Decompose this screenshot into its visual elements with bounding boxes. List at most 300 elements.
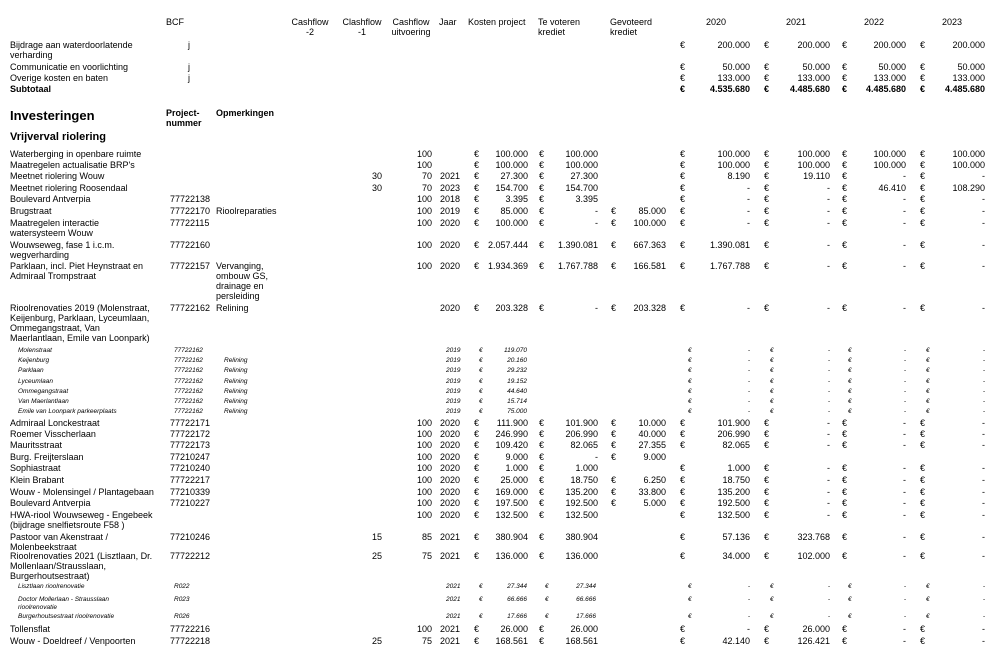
- euro-sign: €: [474, 261, 480, 271]
- euro-sign: €: [920, 510, 926, 520]
- value-2020: -: [747, 183, 750, 193]
- year: 2020: [440, 418, 461, 428]
- value-2020: -: [747, 583, 750, 590]
- euro-sign: €: [848, 408, 852, 415]
- value-2023: 200.000: [952, 40, 985, 50]
- project-number: R022: [174, 583, 190, 590]
- remark: Relining: [224, 408, 248, 415]
- euro-sign: €: [920, 194, 926, 204]
- euro-sign: €: [764, 487, 770, 497]
- value-2022: -: [903, 475, 906, 485]
- euro-sign: €: [770, 388, 774, 395]
- kosten-project: 44.640: [507, 388, 527, 395]
- value-2020: -: [747, 194, 750, 204]
- euro-sign: €: [920, 261, 926, 271]
- euro-sign: €: [474, 636, 480, 646]
- project-number: 77722218: [170, 636, 211, 646]
- year: 2021: [440, 532, 461, 542]
- cashflow-1: 25: [371, 551, 382, 561]
- euro-sign: €: [539, 183, 545, 193]
- value-2022: 133.000: [873, 73, 906, 83]
- kosten-project: 85.000: [500, 206, 528, 216]
- year: 2020: [440, 261, 461, 271]
- kosten-project: 380.904: [495, 532, 528, 542]
- euro-sign: €: [474, 206, 480, 216]
- euro-sign: €: [842, 487, 848, 497]
- euro-sign: €: [545, 596, 549, 603]
- euro-sign: €: [848, 596, 852, 603]
- value-2021: 102.000: [797, 551, 830, 561]
- te-voteren: 1.000: [575, 463, 598, 473]
- remark: Vervanging, ombouw GS, drainage en persleiding: [216, 261, 269, 301]
- cashflow-uitvoering: 100: [416, 475, 432, 485]
- value-2021: -: [827, 398, 830, 405]
- year: 2021: [446, 613, 461, 620]
- value-2023: -: [982, 218, 985, 228]
- value-2022: -: [903, 498, 906, 508]
- value-2023: -: [982, 440, 985, 450]
- cashflow-uitvoering: 100: [416, 194, 432, 204]
- value-2023: -: [982, 261, 985, 271]
- project-number: 77210247: [170, 452, 211, 462]
- value-2022: -: [903, 613, 906, 620]
- euro-sign: €: [848, 583, 852, 590]
- euro-sign: €: [920, 84, 926, 94]
- euro-sign: €: [474, 429, 480, 439]
- project-number: 77722162: [174, 408, 203, 415]
- bcf-flag: j: [188, 73, 190, 83]
- row-label: Rioolrenovaties 2021 (Lisztlaan, Dr. Mollenlaan/Strausslaan, Burgerhoutsestraat): [10, 551, 153, 581]
- value-2022: 46.410: [878, 183, 906, 193]
- project-number: 77722138: [170, 194, 211, 204]
- te-voteren: 27.300: [570, 171, 598, 181]
- te-voteren: 380.904: [565, 532, 598, 542]
- euro-sign: €: [474, 551, 480, 561]
- euro-sign: €: [764, 183, 770, 193]
- value-2023: -: [982, 367, 985, 374]
- value-2022: -: [903, 596, 906, 603]
- kosten-project: 3.395: [505, 194, 528, 204]
- value-2021: -: [827, 357, 830, 364]
- euro-sign: €: [842, 40, 848, 50]
- euro-sign: €: [770, 408, 774, 415]
- euro-sign: €: [764, 160, 770, 170]
- kosten-project: 119.070: [503, 347, 527, 354]
- euro-sign: €: [611, 218, 617, 228]
- euro-sign: €: [842, 240, 848, 250]
- sub-row-label: Lisztlaan rioolrenovatie: [18, 583, 85, 590]
- value-2020: 100.000: [717, 149, 750, 159]
- euro-sign: €: [680, 463, 686, 473]
- euro-sign: €: [539, 149, 545, 159]
- value-2021: -: [827, 388, 830, 395]
- kosten-project: 1.934.369: [487, 261, 528, 271]
- value-2021: 26.000: [802, 624, 830, 634]
- euro-sign: €: [764, 429, 770, 439]
- euro-sign: €: [680, 73, 686, 83]
- value-2020: -: [747, 357, 750, 364]
- te-voteren: 66.666: [576, 596, 596, 603]
- col-header-gevoteerd: Gevoteerd krediet: [610, 17, 653, 37]
- euro-sign: €: [474, 240, 480, 250]
- value-2020: -: [747, 303, 750, 313]
- value-2021: 133.000: [797, 73, 830, 83]
- euro-sign: €: [680, 149, 686, 159]
- cashflow-uitvoering: 100: [416, 487, 432, 497]
- col-header-opmerkingen: Opmerkingen: [216, 108, 275, 118]
- euro-sign: €: [680, 510, 686, 520]
- euro-sign: €: [479, 388, 483, 395]
- te-voteren: -: [595, 452, 598, 462]
- euro-sign: €: [842, 62, 848, 72]
- year: 2019: [446, 408, 461, 415]
- kosten-project: 29.232: [507, 367, 527, 374]
- value-2022: -: [903, 418, 906, 428]
- euro-sign: €: [848, 613, 852, 620]
- cashflow-1: 30: [371, 183, 382, 193]
- euro-sign: €: [848, 398, 852, 405]
- euro-sign: €: [842, 636, 848, 646]
- value-2022: -: [903, 171, 906, 181]
- euro-sign: €: [474, 218, 480, 228]
- project-number: 77722162: [174, 357, 203, 364]
- euro-sign: €: [680, 440, 686, 450]
- gevoteerd: 33.800: [638, 487, 666, 497]
- te-voteren: 1.390.081: [557, 240, 598, 250]
- value-2023: -: [982, 551, 985, 561]
- euro-sign: €: [680, 498, 686, 508]
- euro-sign: €: [842, 73, 848, 83]
- value-2023: -: [982, 583, 985, 590]
- sub-row-label: Molenstraat: [18, 347, 52, 354]
- col-header-2020: 2020: [706, 17, 727, 27]
- euro-sign: €: [539, 487, 545, 497]
- value-2022: -: [903, 347, 906, 354]
- kosten-project: 154.700: [495, 183, 528, 193]
- euro-sign: €: [848, 367, 852, 374]
- project-number: 77210339: [170, 487, 211, 497]
- value-2021: -: [827, 429, 830, 439]
- kosten-project: 25.000: [500, 475, 528, 485]
- cashflow-uitvoering: 85: [421, 532, 432, 542]
- euro-sign: €: [539, 510, 545, 520]
- euro-sign: €: [842, 194, 848, 204]
- euro-sign: €: [926, 613, 930, 620]
- euro-sign: €: [539, 463, 545, 473]
- value-2023: 4.485.680: [944, 84, 985, 94]
- euro-sign: €: [479, 583, 483, 590]
- euro-sign: €: [842, 498, 848, 508]
- year: 2021: [440, 624, 461, 634]
- euro-sign: €: [474, 183, 480, 193]
- row-label: Waterberging in openbare ruimte: [10, 149, 142, 159]
- value-2021: -: [827, 498, 830, 508]
- euro-sign: €: [842, 171, 848, 181]
- value-2023: 50.000: [957, 62, 985, 72]
- euro-sign: €: [611, 429, 617, 439]
- project-number: 77722162: [174, 367, 203, 374]
- euro-sign: €: [926, 583, 930, 590]
- value-2022: -: [903, 218, 906, 228]
- value-2021: 50.000: [802, 62, 830, 72]
- cashflow-1: 25: [371, 636, 382, 646]
- year: 2020: [440, 487, 461, 497]
- euro-sign: €: [848, 357, 852, 364]
- value-2022: -: [903, 532, 906, 542]
- project-number: 77722160: [170, 240, 211, 250]
- euro-sign: €: [764, 206, 770, 216]
- year: 2020: [440, 303, 461, 313]
- sub-row-label: Burgerhoutsestraat rioolrenovatie: [18, 613, 115, 620]
- value-2021: -: [827, 183, 830, 193]
- value-2021: -: [827, 261, 830, 271]
- euro-sign: €: [474, 475, 480, 485]
- value-2023: -: [982, 510, 985, 520]
- kosten-project: 197.500: [495, 498, 528, 508]
- te-voteren: 100.000: [565, 149, 598, 159]
- value-2020: 8.190: [727, 171, 750, 181]
- year: 2019: [446, 357, 461, 364]
- euro-sign: €: [539, 452, 545, 462]
- row-label: Roemer Visscherlaan: [10, 429, 96, 439]
- kosten-project: 136.000: [495, 551, 528, 561]
- value-2022: 200.000: [873, 40, 906, 50]
- value-2023: -: [982, 475, 985, 485]
- te-voteren: 132.500: [565, 510, 598, 520]
- project-number: 77722162: [174, 378, 203, 385]
- row-label: Maatregelen actualisatie BRP's: [10, 160, 135, 170]
- euro-sign: €: [611, 261, 617, 271]
- euro-sign: €: [539, 636, 545, 646]
- col-header-2023: 2023: [942, 17, 963, 27]
- value-2022: -: [903, 487, 906, 497]
- euro-sign: €: [770, 357, 774, 364]
- euro-sign: €: [842, 440, 848, 450]
- euro-sign: €: [479, 367, 483, 374]
- euro-sign: €: [770, 613, 774, 620]
- kosten-project: 2.057.444: [487, 240, 528, 250]
- year: 2020: [440, 510, 461, 520]
- euro-sign: €: [926, 367, 930, 374]
- euro-sign: €: [920, 62, 926, 72]
- kosten-project: 100.000: [495, 149, 528, 159]
- value-2022: -: [903, 261, 906, 271]
- cashflow-uitvoering: 100: [416, 498, 432, 508]
- value-2022: -: [903, 194, 906, 204]
- euro-sign: €: [920, 303, 926, 313]
- euro-sign: €: [474, 487, 480, 497]
- euro-sign: €: [920, 160, 926, 170]
- te-voteren: 168.561: [565, 636, 598, 646]
- year: 2019: [446, 388, 461, 395]
- euro-sign: €: [539, 532, 545, 542]
- value-2020: 1.767.788: [709, 261, 750, 271]
- value-2022: -: [903, 510, 906, 520]
- value-2021: -: [827, 418, 830, 428]
- year: 2021: [440, 551, 461, 561]
- value-2020: -: [747, 378, 750, 385]
- value-2020: -: [747, 624, 750, 634]
- euro-sign: €: [920, 240, 926, 250]
- row-label: Pastoor van Akenstraat / Molenbeekstraat: [10, 532, 109, 552]
- bcf-flag: j: [188, 62, 190, 72]
- euro-sign: €: [920, 429, 926, 439]
- gevoteerd: 203.328: [633, 303, 666, 313]
- euro-sign: €: [680, 194, 686, 204]
- row-label: Sophiastraat: [10, 463, 61, 473]
- value-2023: -: [982, 357, 985, 364]
- euro-sign: €: [920, 487, 926, 497]
- value-2022: -: [903, 388, 906, 395]
- value-2023: -: [982, 194, 985, 204]
- year: 2019: [446, 347, 461, 354]
- value-2020: -: [747, 613, 750, 620]
- value-2021: -: [827, 408, 830, 415]
- value-2022: -: [903, 206, 906, 216]
- kosten-project: 66.666: [507, 596, 527, 603]
- year: 2020: [440, 440, 461, 450]
- value-2020: 200.000: [717, 40, 750, 50]
- euro-sign: €: [842, 532, 848, 542]
- value-2022: -: [903, 367, 906, 374]
- value-2021: -: [827, 440, 830, 450]
- project-number: 77722171: [170, 418, 211, 428]
- value-2021: 100.000: [797, 160, 830, 170]
- value-2020: 34.000: [722, 551, 750, 561]
- euro-sign: €: [688, 378, 692, 385]
- cashflow-uitvoering: 100: [416, 149, 432, 159]
- gevoteerd: 10.000: [638, 418, 666, 428]
- value-2020: -: [747, 408, 750, 415]
- te-voteren: 26.000: [570, 624, 598, 634]
- euro-sign: €: [479, 596, 483, 603]
- value-2023: -: [982, 636, 985, 646]
- euro-sign: €: [920, 218, 926, 228]
- euro-sign: €: [545, 613, 549, 620]
- value-2022: -: [903, 429, 906, 439]
- value-2021: -: [827, 510, 830, 520]
- euro-sign: €: [842, 84, 848, 94]
- value-2023: -: [982, 378, 985, 385]
- year: 2020: [440, 218, 461, 228]
- euro-sign: €: [926, 378, 930, 385]
- euro-sign: €: [474, 440, 480, 450]
- euro-sign: €: [680, 475, 686, 485]
- year: 2021: [446, 596, 461, 603]
- euro-sign: €: [680, 160, 686, 170]
- project-number: 77210240: [170, 463, 211, 473]
- euro-sign: €: [539, 418, 545, 428]
- value-2020: -: [747, 367, 750, 374]
- euro-sign: €: [770, 596, 774, 603]
- euro-sign: €: [680, 40, 686, 50]
- project-number: 77722162: [174, 398, 203, 405]
- euro-sign: €: [842, 261, 848, 271]
- euro-sign: €: [688, 408, 692, 415]
- euro-sign: €: [926, 347, 930, 354]
- euro-sign: €: [842, 206, 848, 216]
- kosten-project: 27.300: [500, 171, 528, 181]
- euro-sign: €: [680, 261, 686, 271]
- kosten-project: 19.152: [507, 378, 527, 385]
- value-2021: -: [827, 218, 830, 228]
- euro-sign: €: [764, 171, 770, 181]
- project-number: R023: [174, 596, 190, 603]
- euro-sign: €: [479, 378, 483, 385]
- project-number: 77722173: [170, 440, 211, 450]
- year: 2020: [440, 240, 461, 250]
- value-2020: 135.200: [717, 487, 750, 497]
- section-title: Investeringen: [10, 108, 95, 123]
- kosten-project: 17.666: [507, 613, 527, 620]
- value-2020: 101.900: [717, 418, 750, 428]
- euro-sign: €: [680, 206, 686, 216]
- euro-sign: €: [474, 452, 480, 462]
- row-label: Boulevard Antverpia: [10, 498, 91, 508]
- row-label: Overige kosten en baten: [10, 73, 109, 83]
- euro-sign: €: [764, 84, 770, 94]
- euro-sign: €: [764, 149, 770, 159]
- te-voteren: 1.767.788: [557, 261, 598, 271]
- row-label: Mauritsstraat: [10, 440, 63, 450]
- row-label: Communicatie en voorlichting: [10, 62, 129, 72]
- year: 2020: [440, 452, 461, 462]
- remark: Relining: [224, 388, 248, 395]
- value-2022: -: [903, 551, 906, 561]
- row-label: Wouwseweg, fase 1 i.c.m. wegverharding: [10, 240, 115, 260]
- value-2021: -: [827, 194, 830, 204]
- euro-sign: €: [920, 475, 926, 485]
- value-2023: -: [982, 596, 985, 603]
- euro-sign: €: [842, 510, 848, 520]
- value-2020: 42.140: [722, 636, 750, 646]
- euro-sign: €: [474, 463, 480, 473]
- value-2020: 82.065: [722, 440, 750, 450]
- project-number: 77722216: [170, 624, 211, 634]
- euro-sign: €: [770, 347, 774, 354]
- gevoteerd: 40.000: [638, 429, 666, 439]
- value-2021: -: [827, 487, 830, 497]
- euro-sign: €: [764, 475, 770, 485]
- euro-sign: €: [764, 440, 770, 450]
- value-2023: 133.000: [952, 73, 985, 83]
- euro-sign: €: [842, 183, 848, 193]
- euro-sign: €: [764, 418, 770, 428]
- row-label: Wouw - Molensingel / Plantagebaan: [10, 487, 154, 497]
- year: 2021: [440, 636, 461, 646]
- value-2020: -: [747, 218, 750, 228]
- euro-sign: €: [842, 303, 848, 313]
- euro-sign: €: [611, 418, 617, 428]
- te-voteren: 18.750: [570, 475, 598, 485]
- euro-sign: €: [920, 418, 926, 428]
- te-voteren: 154.700: [565, 183, 598, 193]
- euro-sign: €: [688, 388, 692, 395]
- value-2023: 100.000: [952, 160, 985, 170]
- value-2023: -: [982, 303, 985, 313]
- gevoteerd: 9.000: [643, 452, 666, 462]
- cashflow-uitvoering: 70: [421, 183, 432, 193]
- value-2023: -: [982, 398, 985, 405]
- value-2021: 100.000: [797, 149, 830, 159]
- euro-sign: €: [764, 624, 770, 634]
- value-2022: -: [903, 624, 906, 634]
- kosten-project: 15.714: [507, 398, 527, 405]
- value-2020: 132.500: [717, 510, 750, 520]
- euro-sign: €: [764, 498, 770, 508]
- row-label: Brugstraat: [10, 206, 52, 216]
- col-header-bcf: BCF: [166, 17, 184, 27]
